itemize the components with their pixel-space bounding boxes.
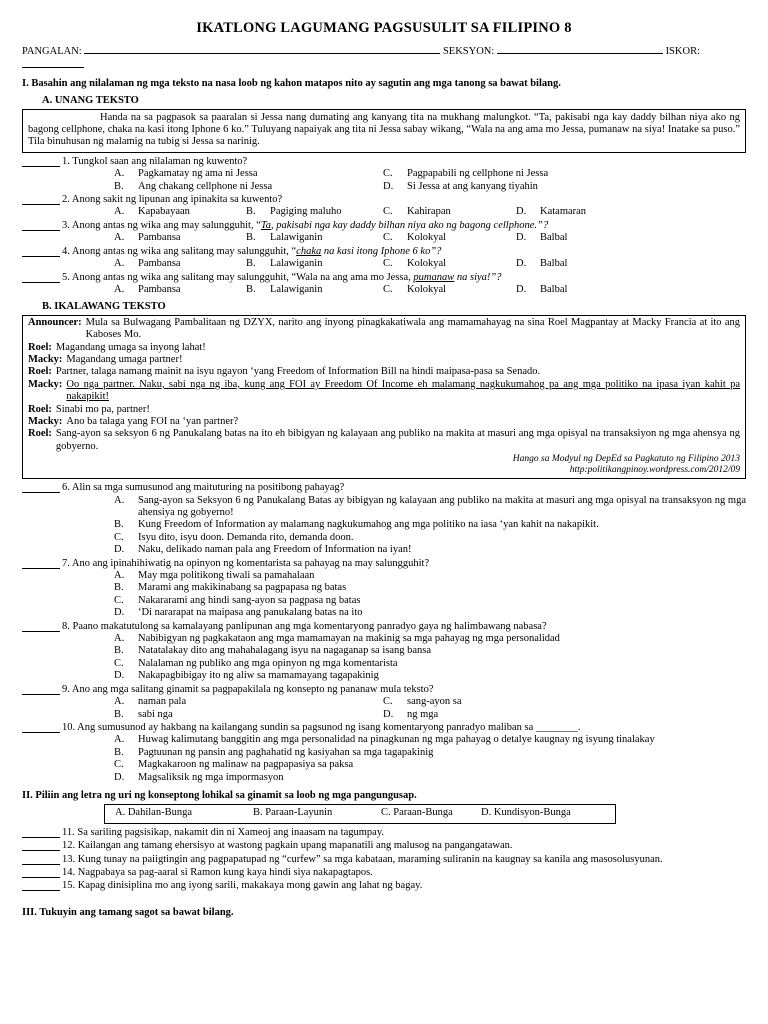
option-letter: C.: [383, 258, 393, 270]
question-text: 10. Ang sumusunod ay hakbang na kailangang sundin sa pagsunod ng isang komentaryong panradyo maliban sa ________.: [62, 721, 581, 733]
option: [114, 284, 246, 296]
q3-pre: 3. Anong antas ng wika ang may salungguhit, “: [62, 219, 261, 231]
option-letter: B.: [114, 708, 124, 720]
option-text: Sang-ayon sa Seksyon 6 ng Panukalang Batas ay bibigyan ng kalayaan ang publiko na makita at masuri ang mga opisyal na transaksyon ng mga ahensiya ng gobyerno!: [138, 494, 746, 518]
text-a-box: [22, 109, 746, 153]
concept-choices-box: [104, 804, 616, 823]
option-letter: C.: [114, 594, 124, 606]
option-text: Ang chakang cellphone ni Jessa: [138, 180, 273, 192]
option-letter: D.: [114, 771, 125, 783]
option-letter: C.: [114, 657, 124, 669]
question-text: 1. Tungkol saan ang nilalaman ng kuwento?: [62, 155, 248, 167]
option-text: Magkakaroon ng malinaw na pagpapasiya sa paksa: [138, 759, 354, 771]
option-letter: C.: [383, 206, 393, 218]
source-line-1: Hango sa Modyul ng DepEd sa Pagkatuto ng Filipino 2013: [512, 454, 740, 465]
question-9-options: [114, 696, 746, 721]
speech: Partner, talaga namang mainit na isyu ngayon ‘yang Freedom of Information Bill na hindi maipasa-pasa sa Senado.: [55, 366, 541, 378]
option: [246, 232, 383, 244]
option-letter: B.: [114, 582, 124, 594]
option-letter: B.: [114, 645, 124, 657]
option: [114, 645, 746, 657]
question-8-options: [114, 633, 746, 683]
speaker: Roel:: [28, 366, 52, 378]
option: [114, 495, 746, 520]
option: [246, 284, 383, 296]
option: [383, 696, 746, 708]
dialogue-line: [28, 342, 740, 354]
option: [114, 772, 746, 784]
question-7: [22, 558, 746, 570]
option: [114, 258, 246, 270]
speaker: Roel:: [28, 403, 52, 415]
option-letter: A.: [114, 633, 125, 645]
option: [114, 607, 746, 619]
option-text: Katamaran: [540, 206, 587, 218]
option: [383, 232, 516, 244]
dialogue-line: [28, 428, 740, 453]
q3-post: , pakisabi nga kay daddy bilhan niya ako ng bagong cellphone.”?: [271, 219, 549, 231]
option-text: Pambansa: [138, 283, 181, 295]
q5-pre: 5. Anong antas ng wika ang salitang may salungguhit, “Wala na ang ama mo Jessa,: [62, 271, 414, 283]
option-text: Balbal: [540, 232, 568, 244]
option-text: Pambansa: [138, 258, 181, 270]
question-1-options: [114, 168, 746, 193]
option: [383, 709, 746, 721]
option: [114, 544, 746, 556]
option-letter: A.: [114, 283, 125, 295]
option-letter: D.: [516, 283, 527, 295]
dialogue-line: [28, 317, 740, 342]
item-text: 13. Kung tunay na paiigtingin ang pagpapatupad ng “curfew” sa mga kabataan, maraming suliranin na kaugnay sa kanila ang masosolusyunan.: [62, 853, 663, 865]
question-3: [22, 220, 746, 232]
question-6: [22, 482, 746, 494]
text-b-box: [22, 315, 746, 479]
option-text: Pambansa: [138, 232, 181, 244]
option: [516, 232, 746, 244]
option-letter: B.: [114, 180, 124, 192]
option-text: Pagpapabili ng cellphone ni Jessa: [407, 168, 549, 180]
option-text: May mga politikong tiwali sa pamahalaan: [138, 570, 315, 582]
option-text: ng mga: [407, 708, 439, 720]
option-letter: A.: [114, 168, 125, 180]
option-letter: A.: [114, 494, 125, 506]
option: [114, 181, 383, 193]
speaker: Roel:: [28, 428, 52, 440]
concept-item: [22, 827, 746, 839]
option-text: Pagiging maluho: [270, 206, 342, 218]
question-4-options: [114, 258, 746, 270]
answer-blank: [22, 827, 60, 838]
part2-heading: II. Piliin ang letra ng uri ng konseptong lohikal sa ginamit sa loob ng mga pangungusap.: [22, 789, 417, 801]
option-text: Magsaliksik ng mga impormasyon: [138, 771, 284, 783]
option: [114, 633, 746, 645]
answer-blank: [22, 621, 60, 632]
answer-blank: [22, 194, 60, 205]
speech: Oo nga partner. Naku, sabi nga ng iba, kung ang FOI ay Freedom Of Income eh malamang nagkukumahog pa ang mga politiko na ipasa iyan kahit pa nakapikit!: [66, 378, 740, 403]
option-text: Kolokyal: [407, 283, 447, 295]
option-text: naman pala: [138, 696, 187, 708]
option-letter: D.: [383, 180, 394, 192]
option-letter: A.: [114, 258, 125, 270]
option-letter: D.: [383, 708, 394, 720]
option-letter: D.: [114, 544, 125, 556]
answer-blank: [22, 840, 60, 851]
option: [114, 759, 746, 771]
speaker: Macky:: [28, 415, 63, 427]
option-text: Pagkamatay ng ama ni Jessa: [138, 168, 258, 180]
option-text: Lalawiganin: [270, 258, 323, 270]
name-label: PANGALAN:: [22, 46, 82, 57]
question-text: [62, 246, 746, 258]
option: [383, 258, 516, 270]
question-text: [62, 220, 746, 232]
option-text: Kolokyal: [407, 232, 447, 244]
option: [383, 181, 746, 193]
option: [383, 284, 516, 296]
choice-d: D. Kundisyon-Bunga: [481, 807, 571, 819]
option-text: Natatalakay dito ang mahahalagang isyu na nagaganap sa isang bansa: [138, 645, 432, 657]
option-text: Nalalaman ng publiko ang mga opinyon ng mga komentarista: [138, 657, 398, 669]
option: [114, 519, 746, 531]
option: [114, 582, 746, 594]
option-text: sang-ayon sa: [407, 696, 462, 708]
question-9: [22, 684, 746, 696]
option: [114, 570, 746, 582]
question-5: [22, 272, 746, 284]
speaker: Macky:: [28, 378, 63, 390]
part3-heading: III. Tukuyin ang tamang sagot sa bawat bilang.: [22, 906, 234, 918]
speaker: Roel:: [28, 341, 52, 353]
option: [114, 232, 246, 244]
answer-blank: [22, 246, 60, 257]
speaker: Macky:: [28, 353, 63, 365]
text-b-label: B. IKALAWANG TEKSTO: [42, 301, 166, 313]
answer-blank: [22, 482, 60, 493]
option: [114, 670, 746, 682]
answer-blank: [22, 854, 60, 865]
option: [114, 595, 746, 607]
question-text: 2. Anong sakit ng lipunan ang ipinakita sa kuwento?: [62, 194, 283, 206]
option-letter: D.: [516, 232, 527, 244]
dialogue-line: [28, 379, 740, 404]
dialogue-line: [28, 354, 740, 366]
q4-post: na kasi itong Iphone 6 ko”?: [321, 245, 442, 257]
item-text: 12. Kailangan ang tamang ehersisyo at wastong pagkain upang mapanatili ang malusog na pangangatawan.: [62, 840, 513, 852]
option: [114, 206, 246, 218]
option-text: ‘Di nararapat na maipasa ang panukalang batas na ito: [138, 607, 363, 619]
speaker: Announcer:: [28, 316, 82, 328]
option: [383, 206, 516, 218]
answer-blank: [22, 272, 60, 283]
answer-blank: [22, 220, 60, 231]
option-text: Nabibigyan ng pagkakataon ang mga mamamayan na makinig sa mga pahayag ng mga personalidad: [138, 633, 560, 645]
option-text: Balbal: [540, 283, 568, 295]
dialogue-line: [28, 416, 740, 428]
text-a-label: A. UNANG TEKSTO: [42, 95, 139, 107]
choice-b: B. Paraan-Layunin: [253, 807, 333, 819]
option-text: Lalawiganin: [270, 283, 323, 295]
item-text: 14. Nagpabaya sa pag-aaral si Ramon kung kaya hindi siya nakapagtapos.: [62, 866, 373, 878]
question-4: [22, 246, 746, 258]
option-letter: B.: [246, 206, 256, 218]
speech: Sinabi mo pa, partner!: [55, 403, 150, 415]
section-blank: [497, 44, 663, 54]
q4-underlined: chaka: [296, 245, 322, 257]
option-letter: B.: [114, 519, 124, 531]
option: [246, 258, 383, 270]
speech: Ano ba talaga yang FOI na ‘yan partner?: [66, 415, 239, 427]
option-text: Pagtuunan ng pansin ang paghahatid ng kasiyahan sa mga tagapakinig: [138, 746, 434, 758]
question-text: 9. Ano ang mga salitang ginamit sa pagpapakilala ng konsepto ng pananaw mula teksto?: [62, 683, 434, 695]
q5-underlined: pumanaw: [413, 271, 455, 283]
speech: Magandang umaga sa inyong lahat!: [55, 341, 206, 353]
speech: Mula sa Bulwagang Pambalitaan ng DZYX, narito ang inyong pinagkakatiwala ang mamamahayag na sina Roel Magpantay at Macky Francia at ito ang Kaboses Mo.: [85, 316, 740, 341]
option-letter: A.: [114, 734, 125, 746]
option-letter: C.: [383, 232, 393, 244]
option-letter: B.: [114, 746, 124, 758]
option-letter: C.: [383, 283, 393, 295]
option-letter: C.: [383, 168, 393, 180]
item-text: 15. Kapag dinisiplina mo ang iyong sarili, makakaya mong gawin ang lahat ng bagay.: [62, 880, 423, 892]
question-3-options: [114, 232, 746, 244]
source-line-2: http:politikangpinoy.wordpress.com/2012/09: [569, 464, 740, 475]
option-text: Marami ang makikinabang sa pagpapasa ng batas: [138, 582, 347, 594]
option: [114, 532, 746, 544]
option-text: Kapabayaan: [138, 206, 190, 218]
option: [114, 658, 746, 670]
option-text: Huwag kalimutang banggitin ang mga personalidad na pinagkunan ng mga pahayag o detalye kaugnay ng isyung tinalakay: [138, 734, 655, 746]
answer-blank: [22, 558, 60, 569]
option-letter: B.: [246, 258, 256, 270]
option-text: Si Jessa at ang kanyang tiyahin: [407, 180, 538, 192]
option-text: Kolokyal: [407, 258, 447, 270]
answer-blank: [22, 867, 60, 878]
name-blank: [84, 44, 440, 54]
option-letter: A.: [114, 696, 125, 708]
option: [516, 206, 746, 218]
dialogue-line: [28, 404, 740, 416]
concept-item: [22, 880, 746, 892]
concept-item: [22, 840, 746, 852]
score-label: ISKOR:: [665, 46, 700, 57]
option-letter: A.: [114, 570, 125, 582]
question-10: [22, 722, 746, 734]
question-text: 7. Ano ang ipinahihiwatig na opinyon ng komentarista sa pahayag na may salungguhit?: [62, 557, 430, 569]
item-text: 11. Sa sariling pagsisikap, nakamit din ni Xameoj ang inaasam na tagumpay.: [62, 826, 385, 838]
score-blank: [22, 58, 84, 68]
question-1: [22, 156, 746, 168]
option-letter: D.: [516, 206, 527, 218]
q4-pre: 4. Anong antas ng wika ang salitang may salungguhit, “: [62, 245, 297, 257]
choice-c: C. Paraan-Bunga: [381, 807, 453, 819]
text-a-body: Handa na sa pagpasok sa paaralan si Jessa nang dumating ang kanyang tita na mukhang malungkot. “Ta, pakisabi nga kay daddy bilhan niya ako ng bagong cellphone, chaka na kasi itong Iphone 6 ko.” Tuluyang napaiyak ang tita ni Jessa sabay wikang, “Wala na ang ama mo Jessa, pumanaw na siya! Inatake sa puso.” Tila binuhusan ng malamig na tubig si Jessa sa narinig.: [28, 111, 740, 148]
answer-blank: [22, 722, 60, 733]
question-7-options: [114, 570, 746, 620]
option-text: Nakararami ang hindi sang-ayon sa pagpasa ng batas: [138, 594, 361, 606]
exam-title: IKATLONG LAGUMANG PAGSUSULIT SA FILIPINO 8: [196, 20, 572, 36]
option: [114, 747, 746, 759]
student-info-line: [22, 44, 746, 73]
speech: Sang-ayon sa seksyon 6 ng Panukalang batas na ito eh bibigyan ng kalayaan ang publiko na makita at masuri ang mga opisyal na transaksiyon ng mga ahensya ng gobyerno.: [55, 428, 740, 452]
option-letter: A.: [114, 206, 125, 218]
section-label: SEKSYON:: [442, 46, 495, 57]
question-text: 6. Alin sa mga sumusunod ang maituturing na positibong pahayag?: [62, 482, 345, 494]
part2-items: [22, 827, 746, 893]
option-letter: C.: [114, 759, 124, 771]
concept-item: [22, 854, 746, 866]
dialogue: [28, 317, 740, 453]
exam-page: [22, 18, 746, 919]
option-letter: D.: [114, 607, 125, 619]
q5-post: na siya!”?: [454, 271, 502, 283]
answer-blank: [22, 156, 60, 167]
question-text: [62, 272, 746, 284]
option-letter: B.: [246, 232, 256, 244]
option: [114, 168, 383, 180]
question-5-options: [114, 284, 746, 296]
option: [383, 168, 746, 180]
q3-underlined: Ta: [260, 219, 272, 231]
choice-a: A. Dahilan-Bunga: [115, 807, 192, 819]
option-letter: B.: [246, 283, 256, 295]
option: [114, 696, 383, 708]
option-letter: A.: [114, 232, 125, 244]
question-2-options: [114, 206, 746, 218]
option-letter: C.: [114, 531, 124, 543]
answer-blank: [22, 684, 60, 695]
option-letter: D.: [516, 258, 527, 270]
option-text: Nakapagbibigay ito ng aliw sa mamamayang tagapakinig: [138, 670, 379, 682]
option-text: Kung Freedom of Information ay malamang nagkukumahog ang mga politiko na iasa ‘yan kahit na nakapikit.: [138, 519, 599, 531]
dialogue-line: [28, 366, 740, 378]
option-text: Isyu dito, isyu doon. Demanda rito, demanda doon.: [138, 531, 354, 543]
option-text: Kahirapan: [407, 206, 451, 218]
option: [516, 284, 746, 296]
option: [114, 734, 746, 746]
part1-heading: I. Basahin ang nilalaman ng mga teksto na nasa loob ng kahon matapos nito ay sagutin ang mga tanong sa bawat bilang.: [22, 77, 561, 89]
question-6-options: [114, 495, 746, 557]
question-10-options: [114, 734, 746, 784]
question-text: 8. Paano makatutulong sa kamalayang panlipunan ang mga komentaryong panradyo gaya ng halimbawang nabasa?: [62, 620, 547, 632]
option: [114, 709, 383, 721]
option: [246, 206, 383, 218]
option: [516, 258, 746, 270]
question-8: [22, 621, 746, 633]
question-2: [22, 194, 746, 206]
option-text: sabi nga: [138, 708, 173, 720]
concept-item: [22, 867, 746, 879]
option-letter: C.: [383, 696, 393, 708]
option-text: Naku, delikado naman pala ang Freedom of Information na iyan!: [138, 544, 412, 556]
option-text: Balbal: [540, 258, 568, 270]
option-text: Lalawiganin: [270, 232, 323, 244]
option-letter: D.: [114, 670, 125, 682]
speech: Magandang umaga partner!: [66, 353, 183, 365]
answer-blank: [22, 880, 60, 891]
